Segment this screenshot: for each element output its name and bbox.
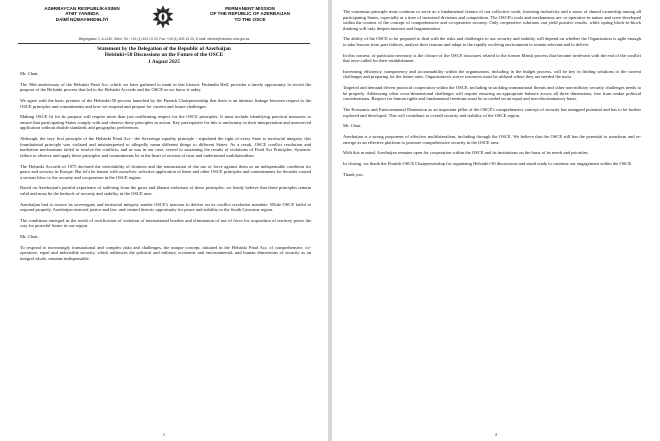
paragraph: Mr. Chair, xyxy=(20,71,39,76)
header-left-line: AZƏRBAYCAN RESPUBLİKASININ xyxy=(44,6,120,11)
document-page-2 xyxy=(332,0,660,441)
paragraph: To respond to increasingly transnational and complex risks and challenges, the unique concept, initiated in the Helsinki Final Act, of comprehensive, co-operative, equal and indivisible security, which addresses the political and military, economic and environmental, and human dimensions of security as an integral whole, remains indispensable. xyxy=(20,244,311,261)
header-right-line: TO THE OSCE xyxy=(234,16,266,22)
letterhead-address: Mitgutgasse 2, A-1130, Wien; Tel.: +43 (1) 403 13 22; Fax: +43 (1) 403 13 23; E-mail: vienna@mission.mfa.gov.az xyxy=(18,37,310,44)
title-line-2: Helsinki+50 Discussions on the Future of the OSCE xyxy=(104,52,224,59)
paragraph: The Helsinki Accords of 1975 declared the inviolability of frontiers and the renunciation of the use of force against them as an indispensable condition for peace and security in Europe. But let's be honest with ourselves: selective application of these and other OSCE principles and commitments for decades caused a serious blow to the security and cooperation in the OSCE region. xyxy=(20,163,311,180)
paragraph: Mr. Chair, xyxy=(343,123,362,129)
header-right-line: OF THE REPUBLIC OF AZERBAIJAN xyxy=(210,11,290,17)
paragraph: Thank you. xyxy=(343,171,364,177)
paragraph: Mr. Chair, xyxy=(20,234,39,240)
title-date: 1 August 2025 xyxy=(148,58,180,65)
page-number: 1 xyxy=(162,432,166,437)
paragraph: The ability of the OSCE to be prepared to deal with the risks and challenges to our security and stability will depend on whether the Organization is agile enough to take lessons from past failures, analyse their reasons and adapt to the rapidly evolving environment to remain relevant and to deliver. xyxy=(343,36,641,47)
title-line-1: Statement by the Delegation of the Republic of Azerbaijan xyxy=(97,46,231,52)
statement-title xyxy=(40,46,288,65)
header-left-line: DAİMİ NÜMAYƏNDƏLİYİ xyxy=(55,16,109,22)
paragraph: The Economic and Environmental Dimension as an important pillar of the OSCE's comprehensive concept of security has untapped potential and has to be further explored and developed. This will contribute to overall security and stability of the OSCE region. xyxy=(343,107,641,118)
paragraph: With this in mind, Azerbaijan remains open for cooperation within the OSCE and its institutions on the basis of its needs and priorities. xyxy=(343,150,589,156)
document-page-1 xyxy=(0,0,328,441)
page-2-body xyxy=(343,9,641,183)
header-right-english xyxy=(190,6,310,22)
page-1-body xyxy=(20,71,311,267)
paragraph: Azerbaijan is a strong proponent of effective multilateralism, including through the OSCE. We believe that the OSCE still has the potential to transform and re-emerge as an effective platform to promote comprehensive security in the OSCE area. xyxy=(343,134,641,145)
header-left-line: ATƏT YANINDA xyxy=(65,11,99,17)
state-emblem-icon xyxy=(150,4,176,30)
paragraph: In this context, of particular necessity is the closure of the OSCE structures related to the former Minsk process that became irrelevant with the end of the conflict that once called for their establishment. xyxy=(343,52,641,64)
paragraph: The conditions emerged in the result of rectification of violation of international borders and elimination of use of force for acquisition of territory paves the way for peaceful future in our region. xyxy=(20,217,311,229)
page-number: 2 xyxy=(494,432,498,437)
paragraph: The 50th anniversary of the Helsinki Final Act, which we have gathered to mark in this historic Finlandia Hall, provides a timely opportunity to revisit the purpose of the Helsinki process that led to the Helsinki Accords and the OSCE as we know it today. xyxy=(20,81,311,93)
paragraph: Although, the very first principle of the Helsinki Final Act - the Sovereign equality principle - stipulated the right of every State to territorial integrity, this foundational principle was violated and misinterpreted to allegedly mean different things to different States. As a result, OSCE conflict resolution and mediation mechanisms failed to resolve the conflicts, and as was in our case, served to sustaining the results of violations of Final Act Principles. Systemic failure to observe and apply these principles and commitments lie at the heart of erosion of trust and undermined multilateralism. xyxy=(20,136,311,158)
header-left-azerbaijani xyxy=(22,6,142,22)
paragraph: Based on Azerbaijan's painful experience of suffering from the gross and blatant violations of these principles, we firmly believe that these principles remain valid and must be the bedrock of security and stability in the OSCE area. xyxy=(20,185,311,196)
header-right-line: PERMANENT MISSION xyxy=(225,6,275,11)
paragraph: Targeted and demand driven practical cooperation within the OSCE, including in tackling transnational threats and other non-military security challenges needs to be properly. Addressing often cross-dimensional challenges will require ensuring an appropriate balance across all three dimensions, free from undue political considerations. Respect for human rights and fundamental freedoms must be accorded on an equal and non-discriminatory basis. xyxy=(343,85,641,102)
paragraph: Increasing efficiency, transparency and accountability within the organization, including in the budget process, will be key in finding solutions to the current challenges and preparing for the future ones. Organisation's scarce resources must be utilized where they are needed the most. xyxy=(343,68,641,80)
paragraph: Azerbaijan had to restore its sovereignty and territorial integrity amidst OSCE's inaction to deliver on its conflict resolution mandate. While OSCE failed to respond properly, Azerbaijan restored justice and law, and created historic opportunity for peace and stability in the South Caucasus region. xyxy=(20,201,311,213)
paragraph: The consensus principle must continue to serve as a fundamental feature of our collective work, fostering inclusivity and a sense of shared ownership among all participating States, especially at a time of increased divisions and competition. The OSCE's tools and mechanisms are co-operative in nature and were developed within the context of the concept of comprehensive and co-operative security. Only cooperative solutions can yield positive results, while opting block-to-block thinking will only deepen mistrust and fragmentation. xyxy=(343,9,641,31)
paragraph: Making OSCE fit for its purpose will require more than just reaffirming respect for the OSCE principles. It must include identifying practical measures to ensure that participating States comply with and observe these principles in action. Key prerequisite for this is uniformity in their interpretation and unreserved application without double standards and geographic preferences. xyxy=(20,114,311,131)
paragraph: We agree with the basic premise of the Helsinki+50 process launched by the Finnish Chairpersonship that there is an intrinsic linkage between respect to the OSCE principles and commitments and how we respond and prepare for current and future challenges. xyxy=(20,98,311,109)
paragraph: In closing, we thank the Finnish OSCE Chairpersonship for organizing Helsinki+50 discussions and stand ready to continue our engagement within the OSCE. xyxy=(343,161,633,167)
